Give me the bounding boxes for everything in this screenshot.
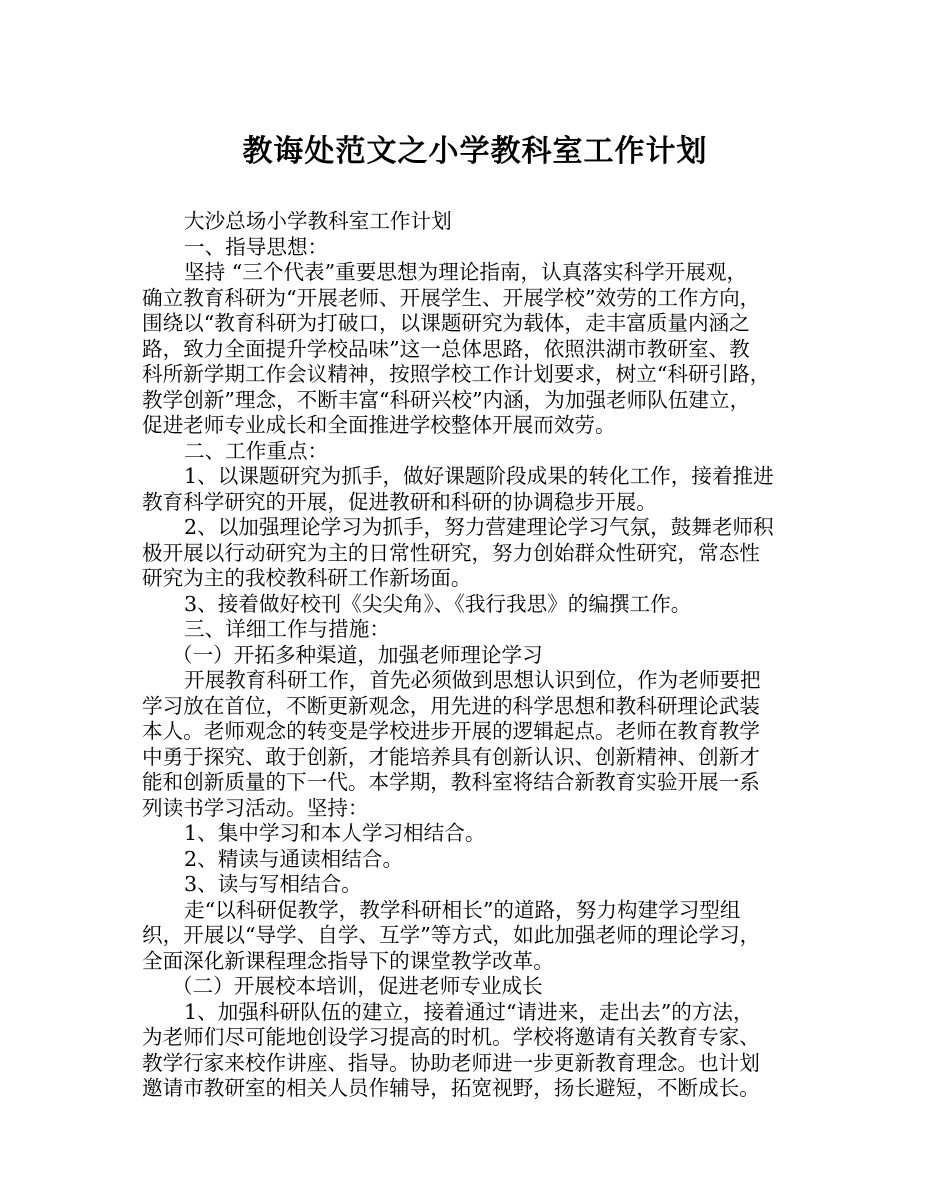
document-body [142, 209, 802, 1102]
paragraph-line: 1、加强科研队伍的建立，接着通过“请进来，走出去”的方法， [184, 999, 754, 1024]
paragraph-line: 列读书学习活动。坚持： [142, 795, 369, 820]
paragraph-line: 本人。老师观念的转变是学校进步开展的逻辑起点。老师在教育教学 [142, 719, 760, 743]
paragraph-line: 教育科学研究的开展，促进教研和科研的协调稳步开展。 [142, 489, 657, 514]
paragraph-line: 中勇于探究、敢于创新，才能培养具有创新认识、创新精神、创新才 [142, 744, 760, 769]
paragraph-line: 织，开展以“导学、自学、互学”等方式，如此加强老师的理论学习， [142, 923, 761, 947]
paragraph-line: 2、以加强理论学习为抓手，努力营建理论学习气氛，鼓舞老师积 [184, 515, 774, 539]
paragraph-line: 1、以课题研究为抓手，做好课题阶段成果的转化工作，接着推进 [184, 464, 774, 488]
paragraph-line: 邀请市教研室的相关人员作辅导，拓宽视野，扬长避短，不断成长。 [142, 1076, 760, 1100]
subsection-heading: （二）开展校本培训，促进老师专业成长 [172, 974, 543, 998]
paragraph-line: 促进老师专业成长和全面推进学校整体开展而效劳。 [142, 413, 616, 437]
paragraph-line: 全面深化新课程理念指导下的课堂教学改革。 [142, 948, 554, 973]
paragraph-line: 走“以科研促教学，教学科研相长”的道路，努力构建学习型组 [184, 897, 741, 922]
list-item: 1、集中学习和本人学习相结合。 [184, 821, 486, 845]
paragraph-line: 3、接着做好校刊《尖尖角》、《我行我思》的编撰工作。 [184, 591, 692, 616]
paragraph-line: 教学创新”理念，不断丰富“科研兴校”内涵，为加强老师队伍建立， [142, 387, 751, 412]
paragraph-line: 开展教育科研工作，首先必须做到思想认识到位，作为老师要把 [184, 668, 761, 692]
paragraph-line: 科所新学期工作会议精神，按照学校工作计划要求，树立“科研引路， [142, 362, 771, 386]
document-title: 教诲处范文之小学教科室工作计划 [242, 134, 708, 169]
paragraph-line: 路，致力全面提升学校品味”这一总体思路，依照洪湖市教研室、教 [142, 336, 750, 361]
paragraph-line: 坚持 “三个代表”重要思想为理论指南，认真落实科学开展观， [184, 260, 748, 284]
paragraph-line: 为老师们尽可能地创设学习提高的时机。学校将邀请有关教育专家、 [142, 1025, 760, 1049]
paragraph-line: 研究为主的我校教科研工作新场面。 [142, 566, 472, 590]
section-heading: 二、工作重点： [184, 438, 329, 463]
list-item: 3、读与写相结合。 [184, 872, 362, 896]
paragraph-line: 极开展以行动研究为主的日常性研究，努力创始群众性研究，常态性 [142, 540, 760, 565]
subsection-heading: （一）开拓多种渠道，加强老师理论学习 [172, 642, 543, 667]
paragraph-line: 能和创新质量的下一代。本学期，教科室将结合新教育实验开展一系 [142, 770, 760, 794]
section-heading: 三、详细工作与措施： [184, 617, 390, 641]
section-heading: 一、指导思想： [184, 234, 329, 259]
paragraph-line: 大沙总场小学教科室工作计划 [184, 209, 452, 233]
list-item: 2、精读与通读相结合。 [184, 846, 404, 871]
paragraph-line: 教学行家来校作讲座、指导。协助老师进一步更新教育理念。也计划 [142, 1050, 760, 1075]
paragraph-line: 学习放在首位，不断更新观念，用先进的科学思想和教科研理论武装 [142, 693, 760, 718]
paragraph-line: 围绕以“教育科研为打破口，以课题研究为载体，走丰富质量内涵之 [142, 311, 750, 335]
paragraph-line: 确立教育科研为“开展老师、开展学生、开展学校”效劳的工作方向， [142, 285, 761, 310]
